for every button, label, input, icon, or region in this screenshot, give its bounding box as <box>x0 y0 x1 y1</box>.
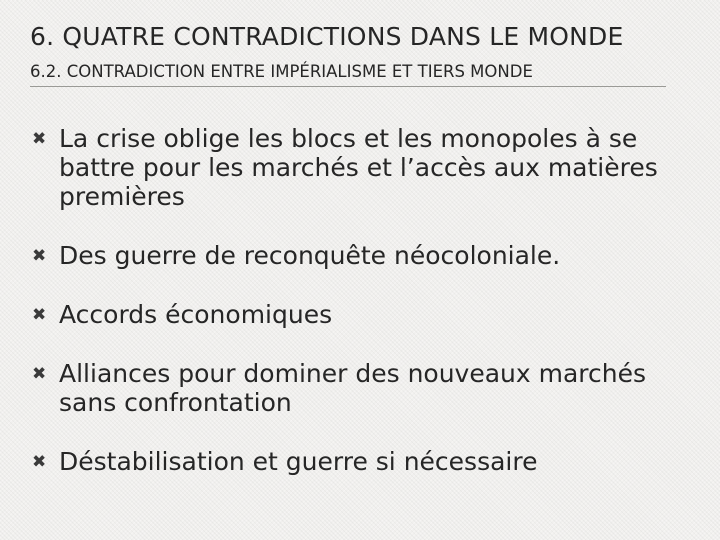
bullet-text: Des guerre de reconquête néocoloniale. <box>59 241 561 270</box>
bullet-text: La crise oblige les blocs et les monopoles à se battre pour les marchés et l’accès aux matières premières <box>59 124 658 211</box>
bullet-item <box>30 241 690 270</box>
x-bullet-icon: ✖ <box>32 246 47 266</box>
bullet-list <box>30 124 690 476</box>
x-bullet-icon: ✖ <box>32 452 47 472</box>
slide-title: 6. QUATRE CONTRADICTIONS DANS LE MONDE <box>30 22 624 51</box>
bullet-item <box>30 300 690 329</box>
slide-subtitle: 6.2. CONTRADICTION ENTRE IMPÉRIALISME ET TIERS MONDE <box>30 62 533 81</box>
bullet-item <box>30 447 690 476</box>
bullet-text: Déstabilisation et guerre si nécessaire <box>59 447 538 476</box>
bullet-text: Accords économiques <box>59 300 333 329</box>
title-divider <box>30 86 666 87</box>
x-bullet-icon: ✖ <box>32 364 47 384</box>
x-bullet-icon: ✖ <box>32 305 47 325</box>
bullet-item <box>30 359 690 417</box>
bullet-item <box>30 124 690 211</box>
x-bullet-icon: ✖ <box>32 129 47 149</box>
bullet-text: Alliances pour dominer des nouveaux marchés sans confrontation <box>59 359 647 417</box>
